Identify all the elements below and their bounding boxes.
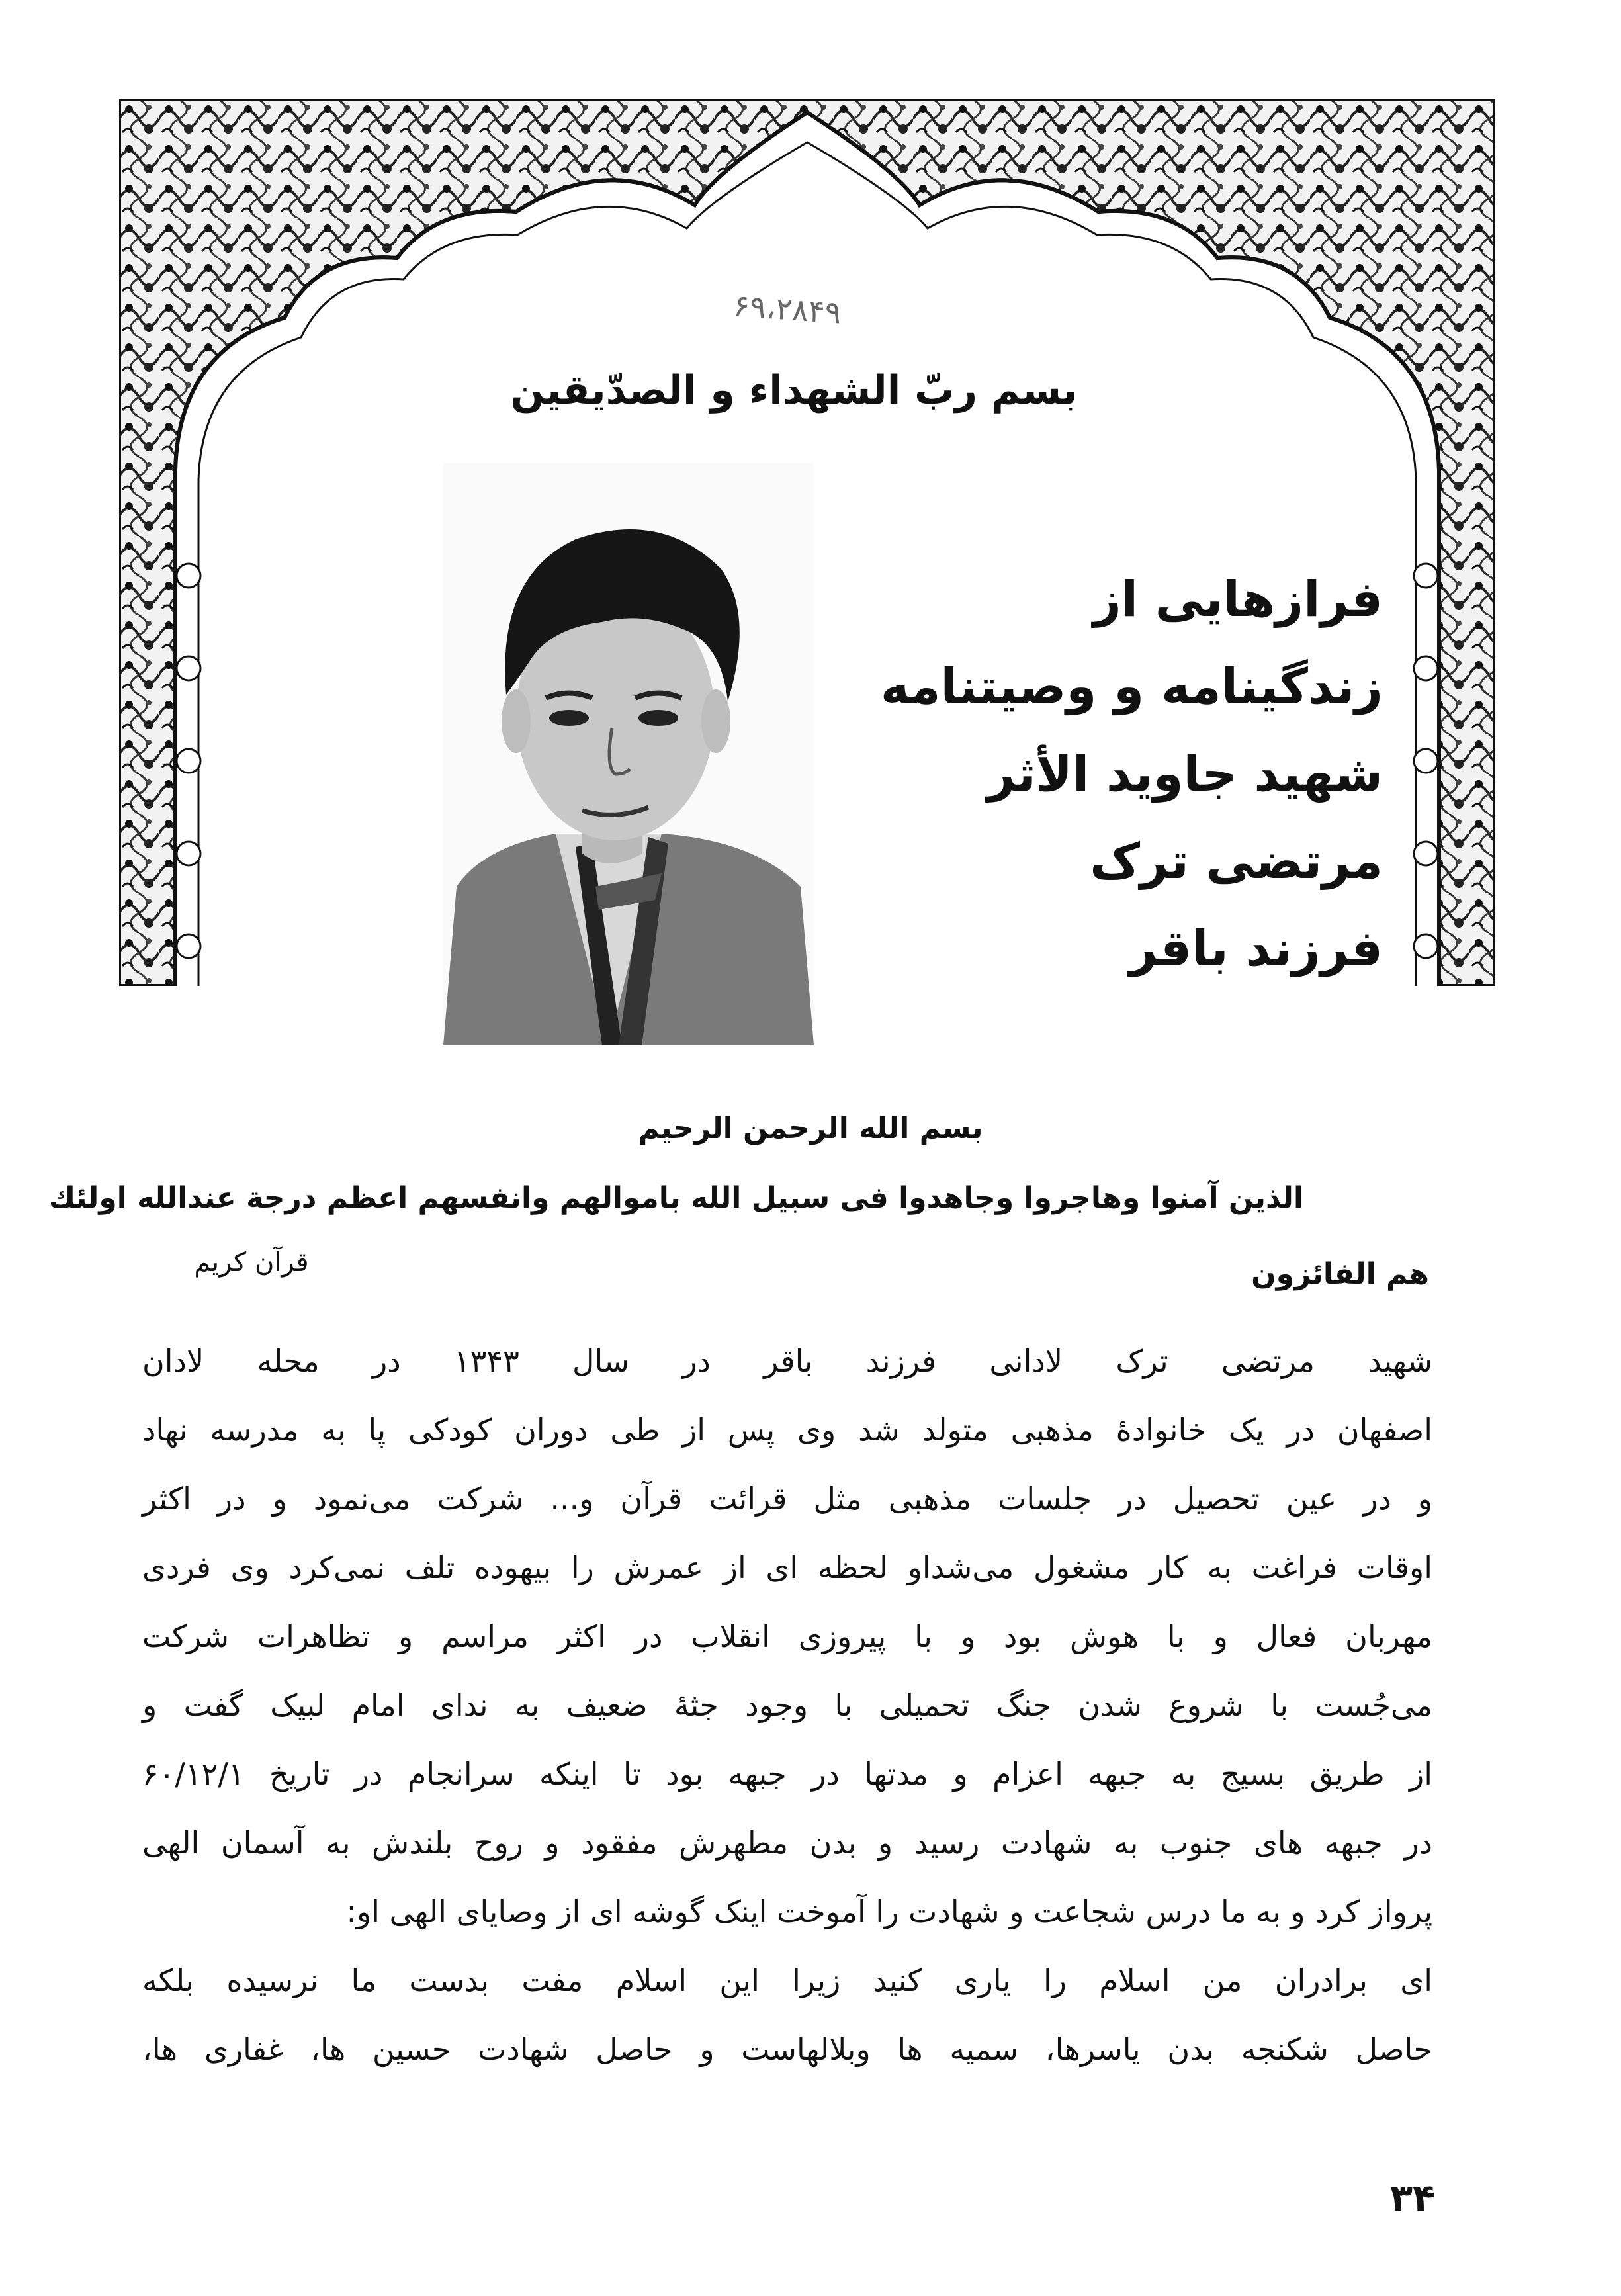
- body-line: و در عین تحصیل در جلسات مذهبی مثل قرائت قرآن و... شرکت می‌نمود و در اکثر: [142, 1481, 1432, 1517]
- title-line: مرتضی ترک: [1090, 833, 1383, 890]
- portrait-photo: [443, 463, 814, 1045]
- body-line: حاصل شکنجه بدن یاسرها، سمیه ها وبلالهاست و حاصل شهادت حسین ها، غفاری ها،: [142, 2031, 1432, 2067]
- page-number: ۳۴: [1389, 2177, 1436, 2220]
- body-line: پرواز کرد و به ما درس شجاعت و شهادت را آموخت اینک گوشه ای از وصایای الهی او:: [346, 1894, 1432, 1929]
- title-line: فرازهایی از: [1093, 571, 1383, 628]
- handwritten-number: ۶۹،۲۸۴۹: [732, 287, 843, 331]
- quran-verse-line-1: الذین آمنوا وهاجروا وجاهدوا فی سبیل الله باموالهم وانفسهم اعظم درجة عندالله اولئك: [48, 1181, 1303, 1215]
- bismillah: بسم الله الرحمن الرحیم: [638, 1112, 983, 1145]
- title-line: فرزند باقر: [1129, 920, 1383, 977]
- quran-source-label: قرآن کریم: [194, 1247, 309, 1278]
- body-line: اصفهان در یک خانوادهٔ مذهبی متولد شد وی پس از طی دوران کودکی پا به مدرسه نهاد: [142, 1412, 1432, 1448]
- biography-text: [142, 1327, 1432, 2084]
- body-line: ای برادران من اسلام را یاری کنید زیرا این اسلام مفت بدست ما نرسیده بلکه: [142, 1963, 1432, 1998]
- quran-verse-line-2: هم الفائزون: [1251, 1257, 1429, 1291]
- title-line: شهید جاوید الأثر: [986, 746, 1383, 803]
- basmala-heading: بسم ربّ الشهداء و الصدّیقین: [510, 367, 1078, 414]
- body-line: شهید مرتضی ترک لادانی فرزند باقر در سال ۱۳۴۳ در محله لادان: [142, 1343, 1432, 1379]
- title-block: [880, 556, 1383, 993]
- body-line: مهربان فعال و با هوش بود و با پیروزی انقلاب در اکثر مراسم و تظاهرات شرکت: [142, 1618, 1432, 1654]
- body-line: اوقات فراغت به کار مشغول می‌شداو لحظه ای از عمرش را بیهوده تلف نمی‌کرد وی فردی: [142, 1550, 1432, 1585]
- body-line: در جبهه های جنوب به شهادت رسید و بدن مطهرش مفقود و روح بلندش به آسمان الهی: [142, 1825, 1432, 1861]
- title-line: زندگینامه و وصیتنامه: [880, 658, 1383, 715]
- body-line: از طریق بسیج به جبهه اعزام و مدتها در جبهه بود تا اینکه سرانجام در تاریخ ۶۰/۱۲/۱: [142, 1756, 1432, 1792]
- body-line: می‌جُست با شروع شدن جنگ تحمیلی با وجود جثهٔ ضعیف به ندای امام لبیک گفت و: [142, 1687, 1432, 1723]
